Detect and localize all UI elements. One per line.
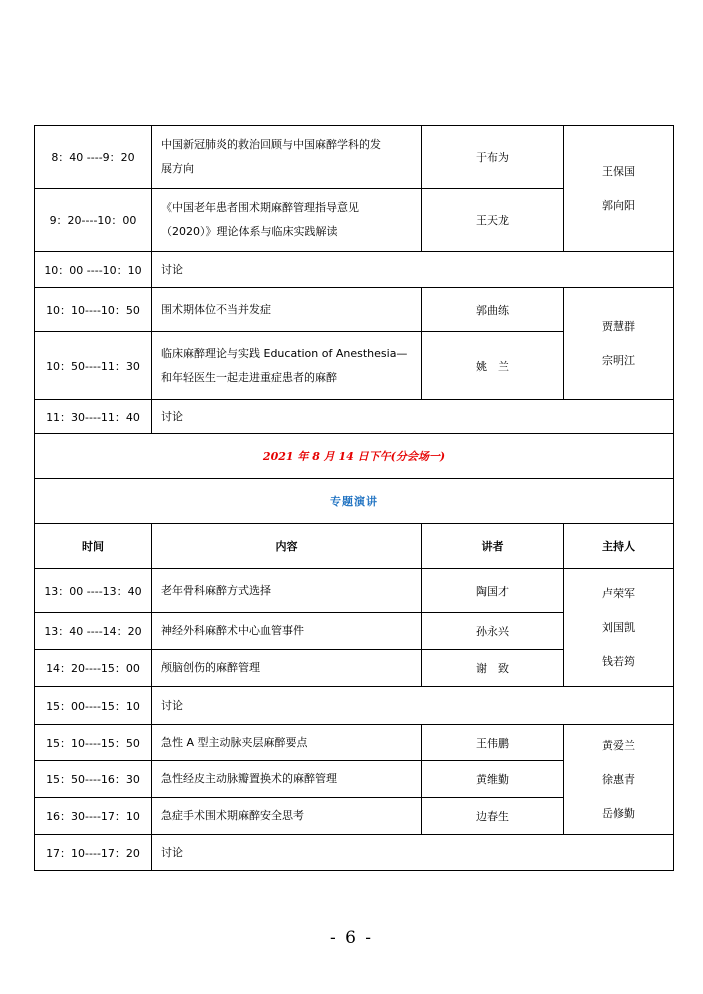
content-cell: 神经外科麻醉术中心血管事件 [152, 613, 422, 650]
content-cell [152, 189, 422, 252]
host-name: 贾慧群 [602, 319, 635, 333]
content-cell: 急性经皮主动脉瓣置换术的麻醉管理 [152, 761, 422, 798]
time-cell: 11：30----11：40 [35, 400, 152, 434]
time-cell: 14：20----15：00 [35, 650, 152, 687]
speaker-cell: 边春生 [422, 798, 564, 835]
content-line: 展方向 [161, 162, 194, 175]
content-cell: 讨论 [152, 252, 674, 288]
header-row [35, 524, 674, 569]
speaker-cell: 郭曲练 [422, 288, 564, 332]
speaker-cell: 王伟鹏 [422, 725, 564, 761]
host-name: 宗明江 [602, 353, 635, 367]
content-cell: 老年骨科麻醉方式选择 [152, 569, 422, 613]
table-row-discussion [35, 400, 674, 434]
host-name: 钱若筠 [602, 654, 635, 668]
time-cell: 17：10----17：20 [35, 835, 152, 871]
content-cell: 急症手术围术期麻醉安全思考 [152, 798, 422, 835]
header-host: 主持人 [564, 524, 674, 569]
host-cell [564, 569, 674, 687]
time-cell: 8：40 ----9：20 [35, 126, 152, 189]
time-cell: 10：00 ----10：10 [35, 252, 152, 288]
table-row [35, 725, 674, 761]
host-name: 徐惠青 [602, 772, 635, 786]
speaker-cell: 姚 兰 [422, 332, 564, 400]
host-name: 郭向阳 [602, 198, 635, 212]
session-title: 专题演讲 [35, 479, 674, 524]
host-name: 刘国凯 [602, 620, 635, 634]
speaker-cell: 于布为 [422, 126, 564, 189]
content-line: 《中国老年患者围术期麻醉管理指导意见 [161, 201, 359, 214]
host-cell [564, 126, 674, 252]
session-title-row [35, 479, 674, 524]
table-row [35, 126, 674, 189]
table-row-discussion [35, 687, 674, 725]
content-cell: 讨论 [152, 400, 674, 434]
host-name: 卢荣军 [602, 586, 635, 600]
content-cell: 讨论 [152, 835, 674, 871]
content-cell: 讨论 [152, 687, 674, 725]
session-banner-row [35, 434, 674, 479]
table-row-discussion [35, 252, 674, 288]
content-cell: 围术期体位不当并发症 [152, 288, 422, 332]
speaker-cell: 谢 致 [422, 650, 564, 687]
table-row [35, 288, 674, 332]
session-banner: 2021 年 8 月 14 日下午(分会场一) [35, 434, 674, 479]
header-speaker: 讲者 [422, 524, 564, 569]
time-cell: 9：20----10：00 [35, 189, 152, 252]
speaker-cell: 黄维勤 [422, 761, 564, 798]
time-cell: 15：50----16：30 [35, 761, 152, 798]
host-name: 岳修勤 [602, 806, 635, 820]
host-cell [564, 288, 674, 400]
table-row-discussion [35, 835, 674, 871]
content-line: 临床麻醉理论与实践 Education of Anesthesia— [161, 346, 408, 360]
content-cell: 急性 A 型主动脉夹层麻醉要点 [152, 725, 422, 761]
time-cell: 15：00----15：10 [35, 687, 152, 725]
content-cell [152, 126, 422, 189]
time-cell: 15：10----15：50 [35, 725, 152, 761]
schedule-table [34, 125, 674, 871]
content-cell [152, 332, 422, 400]
speaker-cell: 陶国才 [422, 569, 564, 613]
time-cell: 10：10----10：50 [35, 288, 152, 332]
speaker-cell: 孙永兴 [422, 613, 564, 650]
table-row [35, 569, 674, 613]
header-content: 内容 [152, 524, 422, 569]
time-cell: 10：50----11：30 [35, 332, 152, 400]
time-cell: 13：40 ----14：20 [35, 613, 152, 650]
page-number: - 6 - [329, 928, 374, 948]
host-cell [564, 725, 674, 835]
content-line: （2020）》理论体系与临床实践解读 [161, 225, 338, 238]
speaker-cell: 王天龙 [422, 189, 564, 252]
content-line: 和年轻医生一起走进重症患者的麻醉 [161, 370, 337, 384]
time-cell: 16：30----17：10 [35, 798, 152, 835]
host-name: 黄爱兰 [602, 738, 635, 752]
header-time: 时间 [35, 524, 152, 569]
content-cell: 颅脑创伤的麻醉管理 [152, 650, 422, 687]
host-name: 王保国 [602, 164, 635, 178]
content-line: 中国新冠肺炎的救治回顾与中国麻醉学科的发 [161, 138, 381, 151]
time-cell: 13：00 ----13：40 [35, 569, 152, 613]
